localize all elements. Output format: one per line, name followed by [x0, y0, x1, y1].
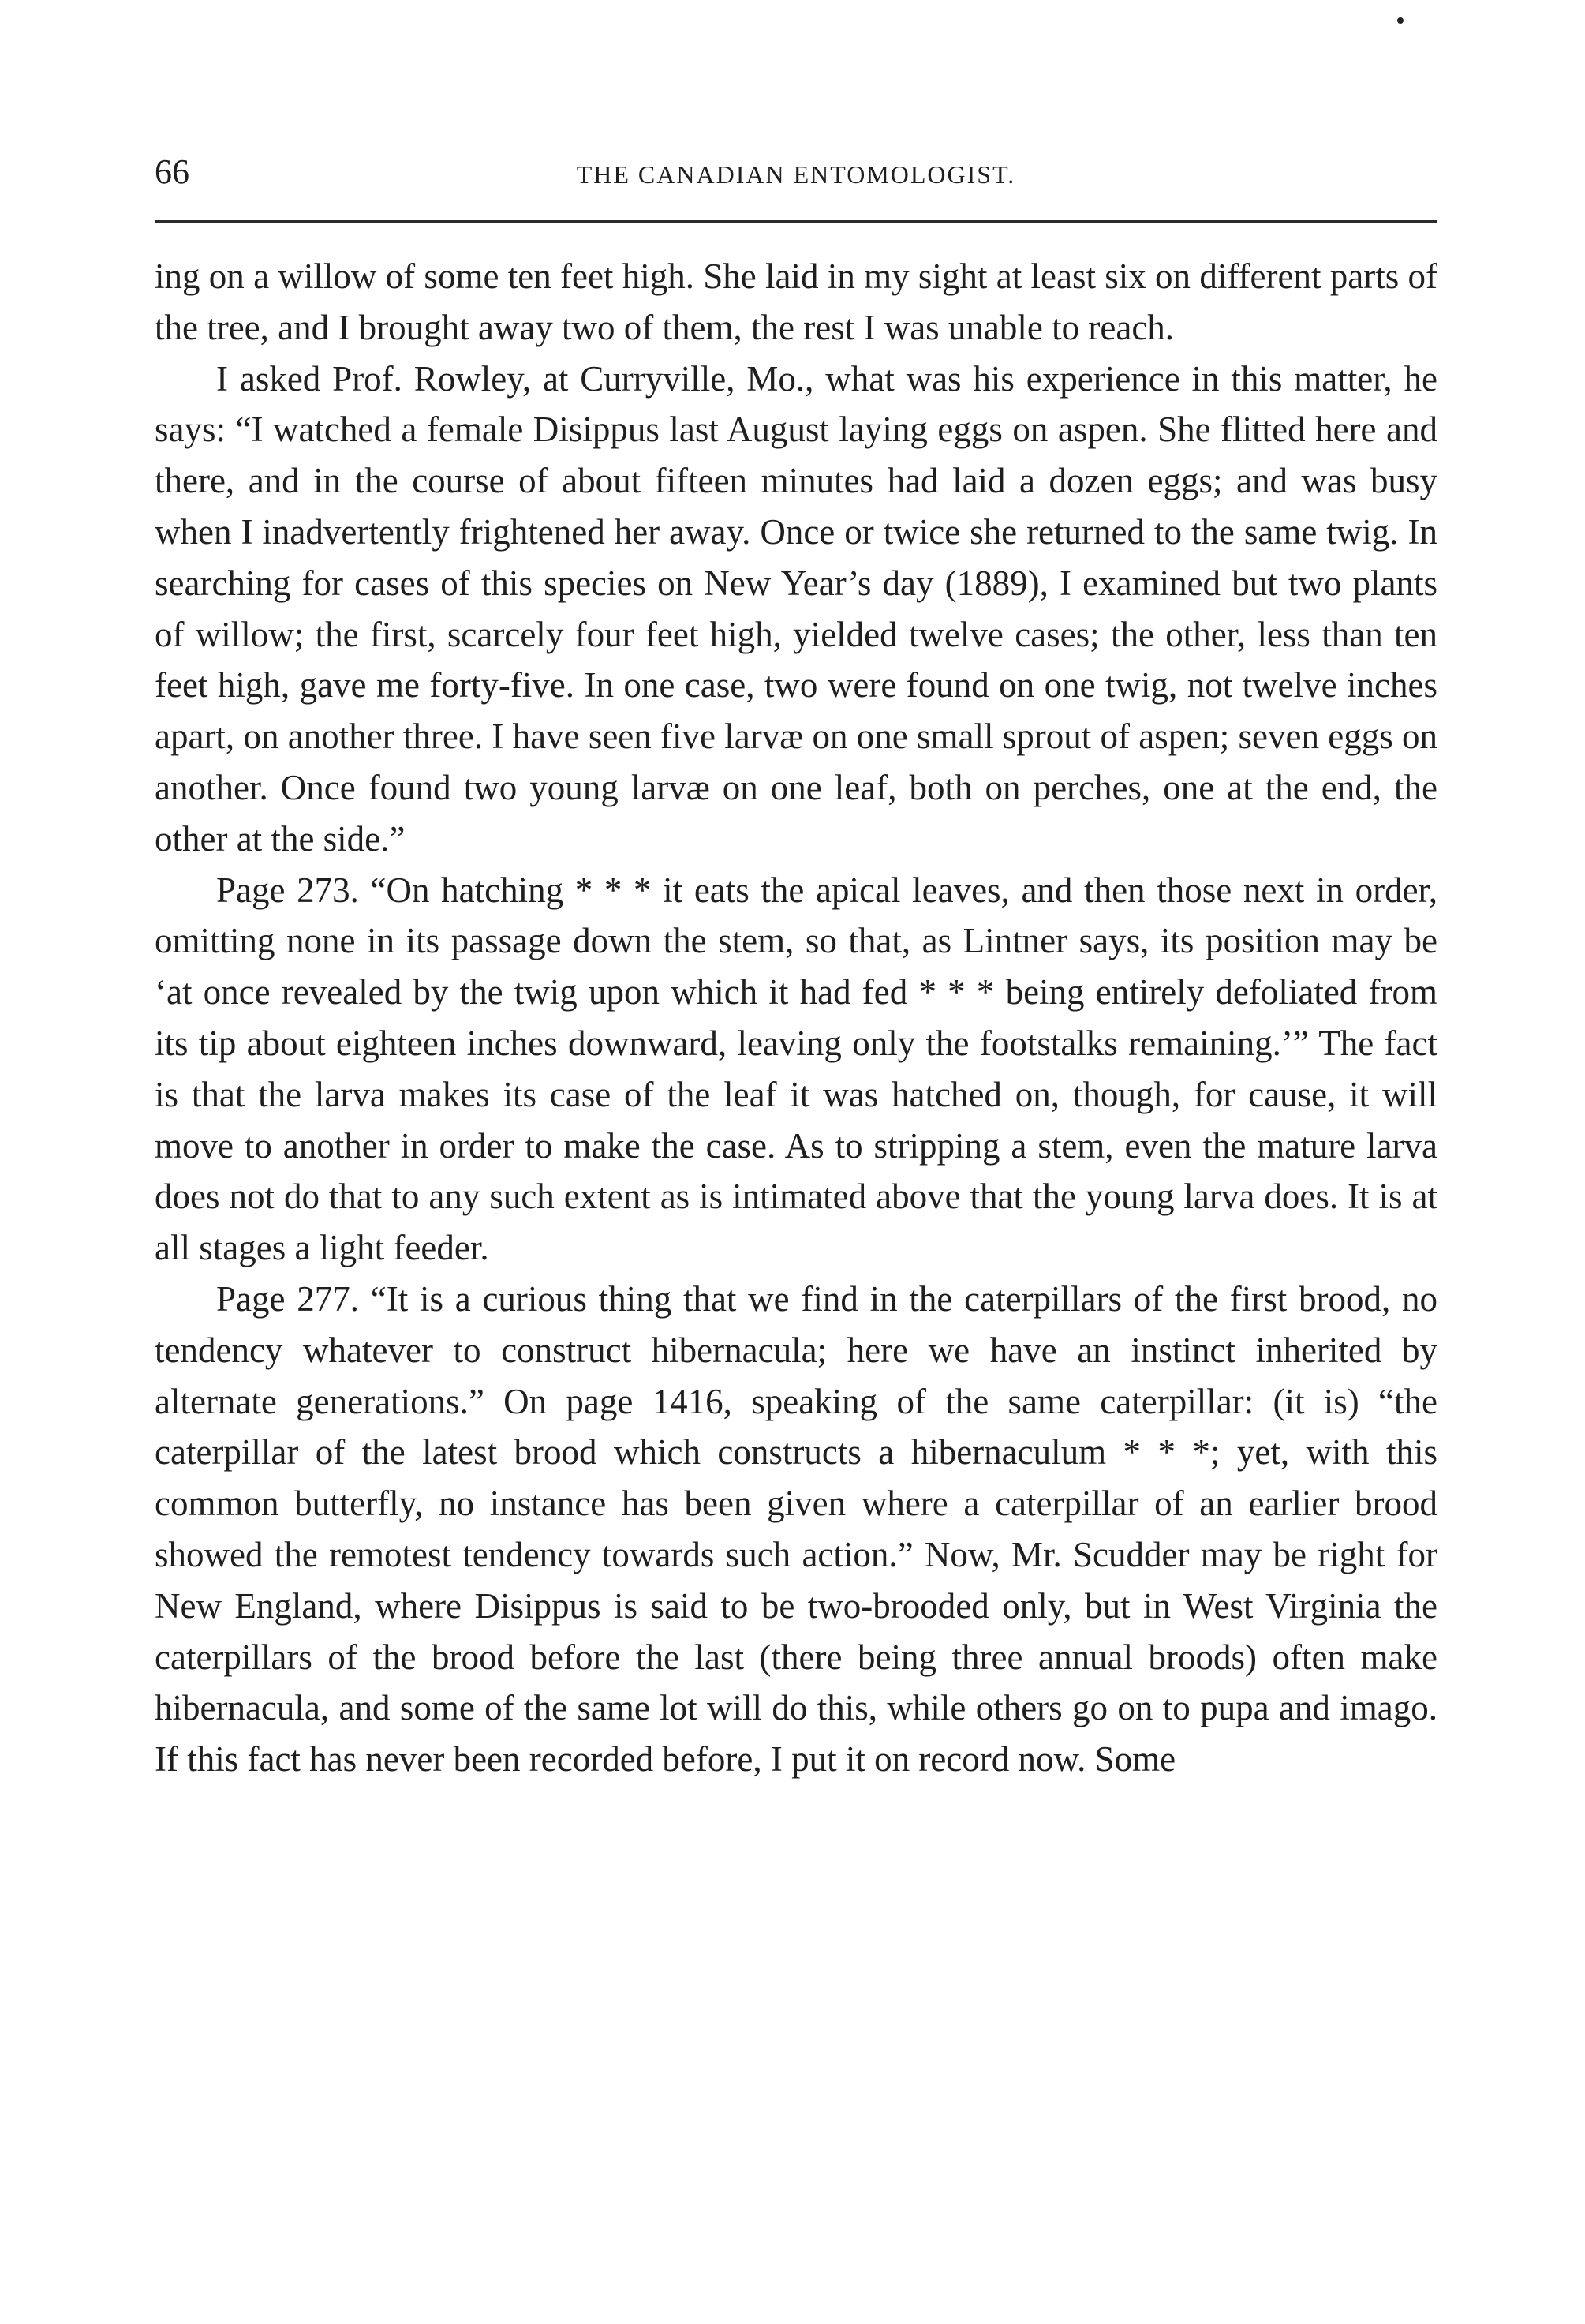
body-text [155, 251, 1437, 1785]
ink-speck [1397, 17, 1404, 24]
paragraph-page-273: Page 273. “On hatching * * * it eats the apical leaves, and then those next in order, omitting none in its passage down the stem, so that, as Lintner says, its position may be ‘at once revealed by the twig upon which it had fed * * * being entirely defoliated from its tip about eighteen inches downward, leaving only the footstalks remaining.’” The fact is that the larva makes its case of the leaf it was hatched on, though, for cause, it will move to another in order to make the case. As to stripping a stem, even the mature larva does not do that to any such extent as is intimated above that the young larva does. It is at all stages a light feeder. [155, 870, 1437, 1268]
header-rule [155, 220, 1437, 223]
paragraph-continuation: ing on a willow of some ten feet high. She laid in my sight at least six on different parts of the tree, and I brought away two of them, the rest I was unable to reach. [155, 256, 1437, 347]
page-header [155, 150, 1437, 197]
running-head: THE CANADIAN ENTOMOLOGIST. [576, 160, 1016, 189]
page-number: 66 [155, 152, 189, 191]
paragraph-page-277: Page 277. “It is a curious thing that we find in the caterpillars of the first brood, no tendency whatever to construct hibernacula; here we have an instinct inherited by alternate generations.” On page 1416, speaking of the same caterpillar: (it is) “the caterpillar of the latest brood which constructs a hibernaculum * * *; yet, with this common butterfly, no instance has been given where a caterpillar of an earlier brood showed the remotest tendency towards such action.” Now, Mr. Scudder may be right for New England, where Disippus is said to be two-brooded only, but in West Virginia the caterpillars of the brood before the last (there being three annual broods) often make hibernacula, and some of the same lot will do this, while others go on to pupa and imago. If this fact has never been recorded before, I put it on record now. Some [155, 1278, 1437, 1779]
paragraph-rowley-quote: I asked Prof. Rowley, at Curryville, Mo., what was his experience in this matter, he says: “I watched a female Disippus last August laying eggs on aspen. She flitted here and there, and in the course of about fifteen minutes had laid a dozen eggs; and was busy when I inadvertently frightened her away. Once or twice she returned to the same twig. In searching for cases of this species on New Year’s day (1889), I examined but two plants of willow; the first, scarcely four feet high, yielded twelve cases; the other, less than ten feet high, gave me forty-five. In one case, two were found on one twig, not twelve inches apart, on another three. I have seen five larvæ on one small sprout of aspen; seven eggs on another. Once found two young larvæ on one leaf, both on perches, one at the end, the other at the side.” [155, 358, 1437, 859]
